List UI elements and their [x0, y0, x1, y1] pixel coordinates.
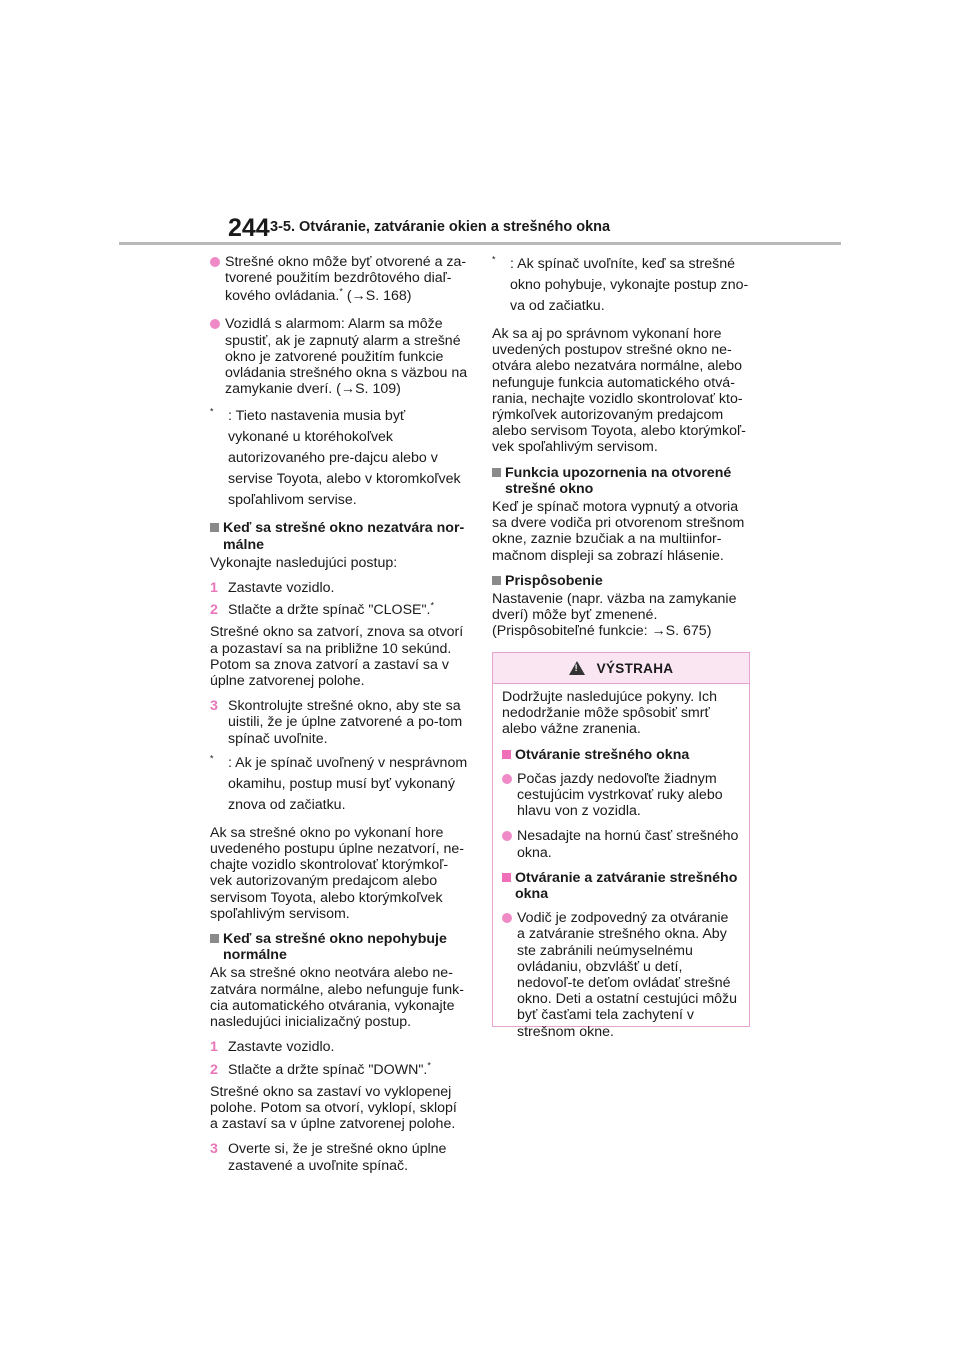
- paragraph: Strešné okno sa zastaví vo vyklopenej polohe. Potom sa otvorí, vyklopí, sklopí a zastaví sa v úplne zatvorenej polohe.: [210, 1083, 457, 1133]
- section-title: 3-5. Otváranie, zatváranie okien a strešného okna: [270, 219, 611, 235]
- paragraph: Strešné okno sa zatvorí, znova sa otvorí a pozastaví sa na približne 10 sekúnd. Potom sa znova zatvorí a zastaví sa v úplne zatvorenej polohe.: [210, 624, 464, 690]
- paragraph: Ak sa strešné okno po vykonaní hore uvedeného postupu úplne nezatvorí, ne-chajte vozidlo skontrolovať ktorýmkoľ-vek autorizovaným predajcom alebo servisom Toyota, alebo ktorýmkoľvek spoľahlivým servisom.: [210, 824, 464, 922]
- bullet-dot-icon: [502, 774, 512, 784]
- section-heading: Otváranie strešného okna: [502, 747, 740, 763]
- step-item: 3 Skontrolujte strešné okno, aby ste sa uistili, že je úplne zatvorené a po-tom spínač uvoľnite.: [210, 698, 463, 747]
- section-heading: Keď sa strešné okno nezatvára nor-málne: [210, 520, 468, 552]
- bullet-dot-icon: [502, 913, 512, 923]
- square-bullet-icon: [210, 934, 219, 943]
- bullet-item: Počas jazdy nedovoľte žiadnym cestujúcim vystrkovať ruky alebo hlavu von z vozidla.: [502, 771, 740, 820]
- step-item: 2 Stlačte a držte spínač "CLOSE".*: [210, 600, 434, 619]
- paragraph: Nastavenie (napr. väzba na zamykanie dverí) môže byť zmenené. (Prispôsobiteľné funkcie: →S. 675): [492, 591, 737, 640]
- paragraph: Keď je spínač motora vypnutý a otvoria sa dvere vodiča pri otvorenom strešnom okne, zaznie bzučiak a na multiinfor-mačnom displeji sa zobrazí hlásenie.: [492, 499, 745, 564]
- square-bullet-icon: [210, 523, 219, 532]
- bullet-item: Vozidlá s alarmom: Alarm sa môže spustiť, ak je zapnutý alarm a strešné okno je zatvorené použitím funkcie ovládania strešného okna s väzbou na zamykanie dverí. (→S. 109): [210, 316, 468, 397]
- left-column: [210, 254, 468, 1180]
- warning-triangle-icon: !: [569, 661, 585, 675]
- paragraph: Dodržujte nasledujúce pokyny. Ich nedodržanie môže spôsobiť smrť alebo vážne zranenia.: [502, 689, 718, 738]
- footnote: * : Ak je spínač uvoľnený v nesprávnom okamihu, postup musí byť vykonaný znova od začiatku.: [210, 753, 468, 813]
- section-heading: Prispôsobenie: [492, 573, 754, 589]
- paragraph: Vykonajte nasledujúci postup:: [210, 554, 398, 571]
- page-number: 244: [228, 214, 270, 242]
- header-rule: [119, 242, 841, 245]
- bullet-dot-icon: [210, 319, 220, 329]
- section-heading: Funkcia upozornenia na otvorené strešné okno: [492, 465, 754, 497]
- bullet-item: Strešné okno môže byť otvorené a za-tvorené použitím bezdrôtového diaľ- kového ovládania.* (→S. 168): [210, 254, 468, 307]
- section-heading: Keď sa strešné okno nepohybuje normálne: [210, 931, 468, 963]
- step-item: 1 Zastavte vozidlo.: [210, 580, 335, 597]
- bullet-item: Vodič je zodpovedný za otváranie a zatváranie strešného okna. Aby ste zabránili neúmyselnému ovládaniu, obzvlášť u detí, nedovoľ-te deťom ovládať strešné okno. Deti a ostatní cestujúci môžu byť časťami tela zachytení v strešnom okne.: [502, 910, 740, 1040]
- warning-box: [492, 652, 750, 1040]
- bullet-dot-icon: [502, 831, 512, 841]
- square-bullet-icon: [492, 468, 501, 477]
- footnote: * : Ak spínač uvoľníte, keď sa strešné okno pohybuje, vykonajte postup zno-va od začiatku.: [492, 254, 749, 314]
- paragraph: Ak sa strešné okno neotvára alebo ne-zatvára normálne, alebo nefunguje funk-cia automatického otvárania, vykonajte nasledujúci inicializačný postup.: [210, 965, 464, 1031]
- right-column: [492, 254, 754, 649]
- paragraph: Ak sa aj po správnom vykonaní hore uvedených postupov strešné okno ne-otvára alebo nezatvára normálne, alebo nefunguje funkcia automatického otvá-rania, nechajte vozidlo skontrolovať kto-rýmkoľvek autorizovaným predajcom alebo servisom Toyota, alebo ktorýmkoľ-vek spoľahlivým servisom.: [492, 326, 746, 456]
- square-bullet-icon: [502, 873, 511, 882]
- square-bullet-icon: [492, 576, 501, 585]
- square-bullet-icon: [502, 750, 511, 759]
- footnote: * : Tieto nastavenia musia byť vykonané u ktoréhokoľvek autorizovaného pre-dajcu alebo v servise Toyota, alebo v ktoromkoľvek spoľahlivom servise.: [210, 406, 461, 509]
- bullet-item: Nesadajte na hornú časť strešného okna.: [502, 828, 740, 860]
- step-item: 3 Overte si, že je strešné okno úplne zastavené a uvoľnite spínač.: [210, 1141, 447, 1174]
- step-item: 1 Zastavte vozidlo.: [210, 1039, 335, 1056]
- warning-header: ! VÝSTRAHA: [493, 653, 749, 684]
- warning-body: [493, 684, 749, 1040]
- section-heading: Otváranie a zatváranie strešného okna: [502, 870, 740, 902]
- bullet-dot-icon: [210, 257, 220, 267]
- step-item: 2 Stlačte a držte spínač "DOWN".*: [210, 1059, 431, 1078]
